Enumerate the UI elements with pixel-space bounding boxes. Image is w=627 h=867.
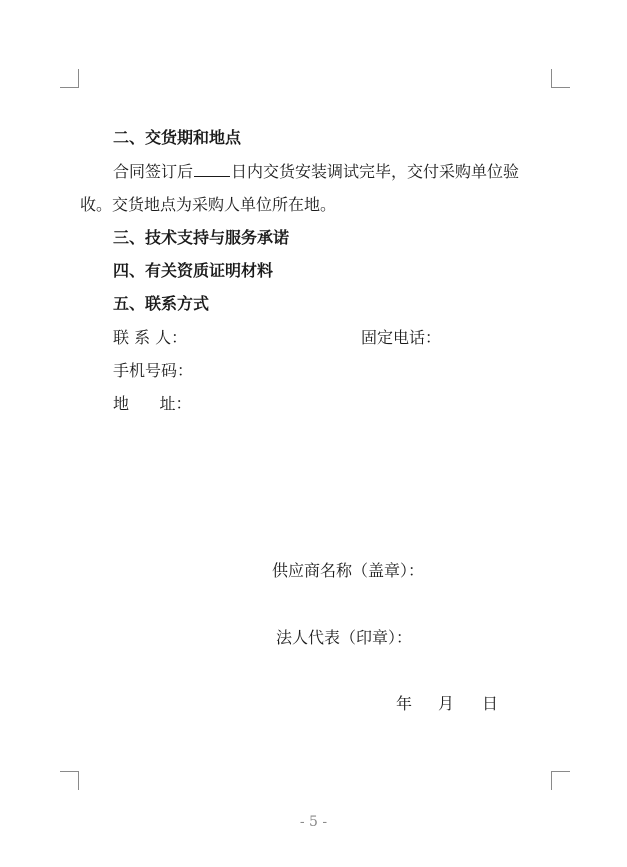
delivery-text-part-2: 日内交货安装调试完毕，交付采购单位验 xyxy=(231,162,520,181)
crop-mark-top-left xyxy=(60,69,79,88)
mobile-label: 手机号码： xyxy=(113,361,194,380)
support-heading: 三、技术支持与服务承诺 xyxy=(113,228,290,247)
delivery-heading: 二、交货期和地点 xyxy=(113,128,242,147)
contact-person-label: 联 系 人： xyxy=(113,328,188,347)
date-day: 日 xyxy=(482,694,499,713)
address-label: 地 址： xyxy=(113,394,192,413)
delivery-days-blank xyxy=(194,161,230,177)
contact-heading: 五、联系方式 xyxy=(113,294,210,313)
qualification-heading: 四、有关资质证明材料 xyxy=(113,261,274,280)
crop-mark-top-right xyxy=(551,69,570,88)
delivery-paragraph-line-1 xyxy=(113,161,519,183)
page-number: - 5 - xyxy=(299,814,328,830)
crop-mark-bottom-right xyxy=(551,771,570,790)
date-year: 年 xyxy=(396,694,413,713)
delivery-paragraph-line-2: 收。交货地点为采购人单位所在地。 xyxy=(80,195,337,214)
supplier-name-label: 供应商名称（盖章）： xyxy=(272,561,425,580)
delivery-text-part-1: 合同签订后 xyxy=(113,162,194,181)
date-month: 月 xyxy=(438,694,455,713)
fixed-phone-label: 固定电话： xyxy=(361,328,442,347)
crop-mark-bottom-left xyxy=(60,771,79,790)
legal-rep-label: 法人代表（印章）： xyxy=(276,628,413,647)
